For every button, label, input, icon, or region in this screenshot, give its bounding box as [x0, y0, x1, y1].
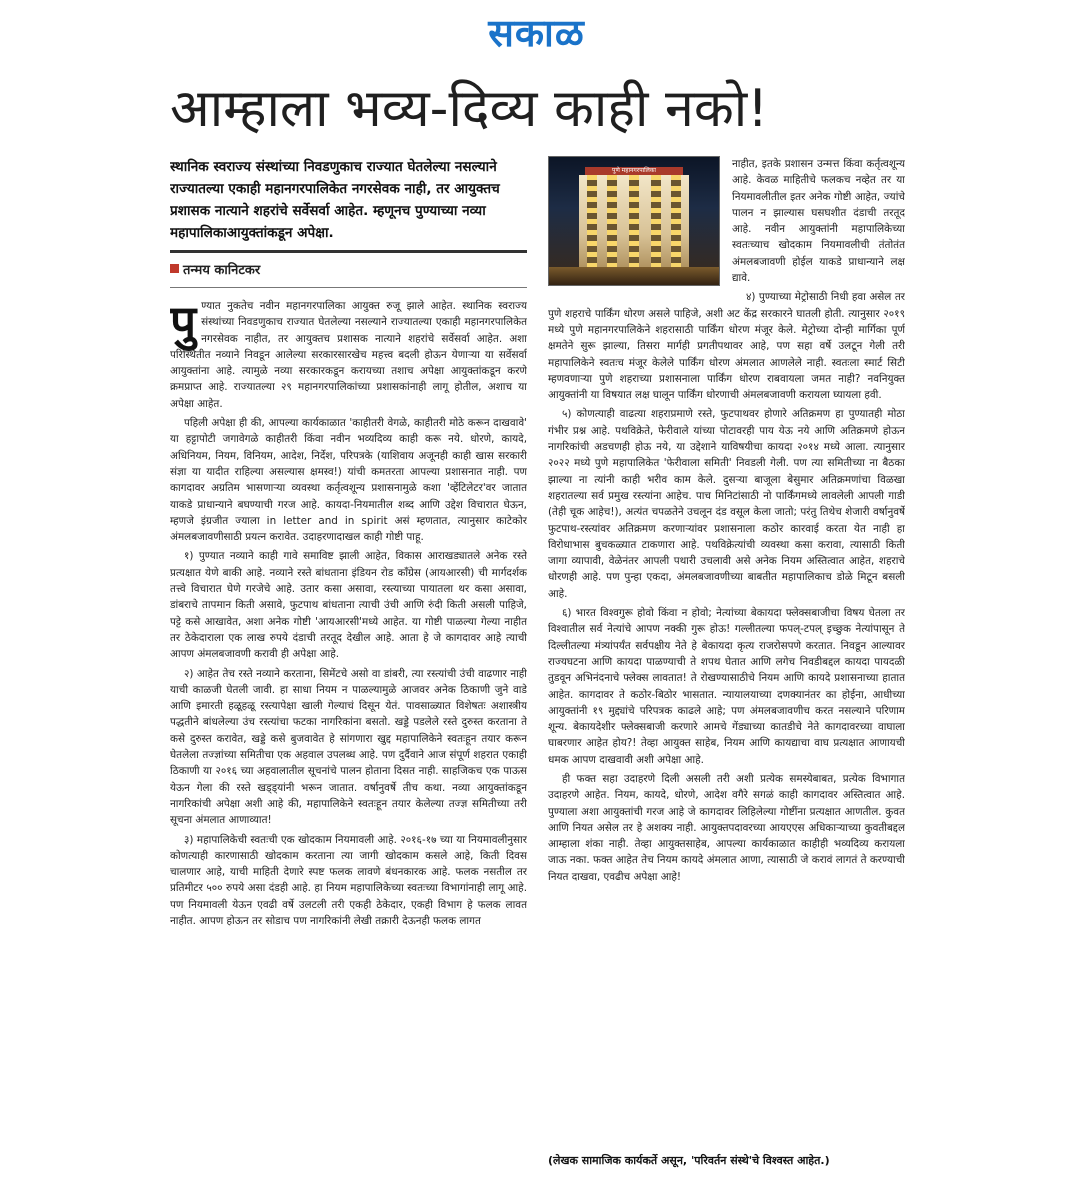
building-facade — [579, 175, 689, 275]
headline: आम्हाला भव्य-दिव्य काही नको! — [170, 79, 769, 139]
photo-ground — [549, 267, 719, 285]
byline — [170, 261, 527, 281]
paragraph: ३) महापालिकेची स्वतःची एक खोदकाम नियमावली आहे. २०१६-१७ च्या या नियमावलीनुसार कोणत्याही कारणासाठी खोदकाम करताना त्या जागी खोदकाम कसले आहे, किती दिवस चालणार आहे, याची माहिती देणारे स्पष्ट फलक लावणे बंधनकारक आहे. फलक नसतील तर प्रतिमीटर ५०० रुपये असा दंडही आहे. हा नियम महापालिकेच्या स्वतःच्या विभागांनाही लागू आहे. पण नियमावली येऊन एवढी वर्षे उलटली तरी एकही ठेकेदार, एकही विभाग हे फलक लावत नाहीत. आपण होऊन तर सोडाच पण नागरिकांनी लेखी तक्रारी देऊनही फलक लागत — [170, 833, 527, 927]
masthead-logo: सकाळ — [488, 11, 585, 55]
author-note: (लेखक सामाजिक कार्यकर्ते असून, 'परिवर्तन संस्थे'चे विश्वस्त आहेत.) — [548, 1154, 830, 1167]
drop-cap: पु — [170, 295, 197, 349]
left-column — [170, 156, 527, 1156]
square-bullet-icon — [170, 264, 179, 273]
article-body — [170, 156, 905, 1156]
paragraph: पहिली अपेक्षा ही की, आपल्या कार्यकाळात 'काहीतरी वेगळे, काहीतरी मोठे करून दाखवावे' या हट्टापोटी जगावेगळे काहीतरी किंवा नवीन भव्यदिव्य काही करू नये. धोरणे, कायदे, अधिनियम, नियम, विनियम, आदेश, निर्देश, परिपत्रके (याशिवाय अजूनही काही खास सरकारी संज्ञा या यादीत राहिल्या असल्यास क्षमस्व!) यांची कमतरता आपल्या प्रशासनात नाही. पण कागदावर अग्रतिम भासणाऱ्या व्यवस्था कर्तृत्वशून्य प्रशासनामुळे कशा 'व्हेंटिलेटर'वर जातात याकडे प्राधान्याने बघण्याची गरज आहे. कायदा-नियमातील शब्द आणि उद्देश विचारात घेऊन, म्हणजे इंग्रजीत ज्याला in letter and in spirit असं म्हणतात, त्यानुसार काटेकोर अंमलबजावणीसाठी प्रयत्न करावेत. उदाहरणादाखल काही गोष्टी पाहू. — [170, 417, 527, 544]
paragraph: पुण्यात नुकतेच नवीन महानगरपालिका आयुक्त रुजू झाले आहेत. स्थानिक स्वराज्य संस्थांच्या निवडणुकाच राज्यात घेतलेल्या नसल्याने राज्यातल्या एकाही महानगरपालिकेत नगरसेवक नाहीत, तर आयुक्तच प्रशासक नात्याने शहरांचे सर्वेसर्वा आहेत. अशा परिस्थितीत नव्याने निवडून आलेल्या सरकारसारखेच महत्त्व बदली होऊन येणाऱ्या या सर्वेसर्वा आयुक्तांना आहे. त्यामुळे नव्या सरकारकडून करायच्या तशाच अपेक्षा आयुक्तांकडून करणे क्रमप्राप्त आहे. राज्यातल्या २९ महानगरपालिकांच्या प्रशासकांनाही लागू होतील, अशाच या अपेक्षा आहेत. — [170, 295, 527, 410]
paragraph: ६) भारत विश्वगुरू होवो किंवा न होवो; नेत्यांच्या बेकायदा फ्लेक्सबाजीचा विषय घेतला तर विश्वातील सर्व नेत्यांचे आपण नक्की गुरू होऊ! गल्लीतल्या फपल्-टपल्‌ इच्छुक नेत्यांपासून ते दिल्लीतल्या मंत्र्यांपर्यंत सर्वपक्षीय नेते हे बेकायदा कृत्य राजरोसपणे करतात. निवडून आल्यावर राज्यघटना आणि कायदा पाळण्याची ते शपथ घेतात आणि लगेच निवडीबद्दल कायदा पायदळी तुडवून अभिनंदनाचे फ्लेक्स लावतात! ते रोखण्यासाठीचे नियम आणि कायदे प्रशासनाच्या हातात आहेत. कागदावर ते कठोर-बिठोर भासतात. न्यायालयाच्या दणक्यानंतर का होईना, आधीच्या आयुक्तांनी १९ मुद्द्यांचे परिपत्रक काढले आहे; पण अंमलबजावणीच करत नसल्याने परिणाम शून्य. बेकायदेशीर फ्लेक्सबाजी करणारे आमचे गेंड्याच्या कातडीचे नेते कागदावरच्या वाघाला घाबरणार आहेत होय?! तेव्हा आयुक्त साहेब, नियम आणि कायद्याचा वाघ प्रत्यक्षात आणायची धमक आपण दाखवावी अशी अपेक्षा आहे. — [548, 607, 905, 766]
paragraph: नाहीत, इतके प्रशासन उन्मत्त किंवा कर्तृत्वशून्य आहे. केवळ माहितीचे फलकच नव्हेत तर या नियमावलीतील इतर अनेक गोष्टी आहेत, ज्यांचे पालन न झाल्यास घसघशीत दंडाची तरतूद आहे. नवीन आयुक्तांनी महापालिकेच्या स्वतःच्याच खोदकाम नियमावलीची तंतोतंत अंमलबजावणी होईल याकडे प्राधान्याने लक्ष द्यावे. — [732, 158, 905, 285]
paragraph: १) पुण्यात नव्याने काही गावे समाविष्ट झाली आहेत, विकास आराखड्यातले अनेक रस्ते प्रत्यक्षात येणे बाकी आहे. नव्याने रस्ते बांधताना इंडियन रोड काँग्रेस (आयआरसी) ची मार्गदर्शक तत्त्वे विचारात घेणे गरजेचे आहे. उतार कसा असावा, रस्त्याच्या पायातला थर कसा असावा, डांबराचे तापमान किती असावे, फुटपाथ बांधताना त्याची उंची आणि रुंदी किती असली पाहिजे, पट्टे कसे आखावेत, अशा अनेक गोष्टी 'आयआरसी'मध्ये आहेत. या गोष्टी पाळल्या गेल्या नाहीत तर ठेकेदाराला एक लाख रुपये दंडाची तरतूद देखील आहे. आता हे जे कागदावर आहे त्याची आपण अंमलबजावणी करावी ही अपेक्षा आहे. — [170, 550, 527, 661]
deck-summary: स्थानिक स्वराज्य संस्थांच्या निवडणुकाच राज्यात घेतलेल्या नसल्याने राज्यातल्या एकाही महानगरपालिकेत नगरसेवक नाही, तर आयुक्तच प्रशासक नात्याने शहरांचे सर्वेसर्वा आहेत. म्हणूनच पुण्याच्या नव्या महापालिकाआयुक्तांकडून अपेक्षा. — [170, 156, 527, 253]
right-column — [548, 156, 905, 1156]
municipal-building-photo — [548, 156, 720, 286]
paragraph: ४) पुण्याच्या मेट्रोसाठी निधी हवा असेल तर पुणे शहराचे पार्किंग धोरण असले पाहिजे, अशी अट केंद्र सरकारने घातली होती. त्यानुसार २०१९ मध्ये पुणे महानगरपालिकेने शहरासाठी पार्किंग धोरण मंजूर केले. मेट्रोच्या दोन्ही मार्गिका पूर्ण क्षमतेने सुरू झाल्या, तिसरा मार्गही प्रगतीपथावर आहे, पण सहा वर्षे उलटून गेली तरी महापालिकेने स्वतःच मंजूर केलेले पार्किंग धोरण अंमलात आणलेले नाही. स्वतःला स्मार्ट सिटी म्हणवणाऱ्या पुणे शहराच्या प्रशासनाला पार्किंग धोरण राबवायला जमत नाही? नवनियुक्त आयुक्तांनी या विषयात लक्ष घालून पार्किंग धोरणाची अंमलबजावणी करायला घ्यायला हवी. — [548, 291, 905, 402]
paragraph: ५) कोणत्याही वाढत्या शहराप्रमाणे रस्ते, फुटपाथवर होणारे अतिक्रमण हा पुण्यातही मोठा गंभीर प्रश्न आहे. पथविक्रेते, फेरीवाले यांच्या पोटावरही पाय येऊ नये आणि अतिक्रमणे होऊन नागरिकांची अडचणही होऊ नये, या उद्देशाने याविषयीचा कायदा २०१४ मध्ये आला. त्यानुसार २०२२ मध्ये पुणे महापालिकेत 'फेरीवाला समिती' निवडली गेली. पण त्या समितीच्या ना बैठका झाल्या ना त्यांनी काही भरीव काम केले. दुसऱ्या बाजूला बेसुमार अतिक्रमणांचा विळखा शहरातल्या सर्व प्रमुख रस्त्यांना आहेच. पाच मिनिटांसाठी नो पार्किंगमध्ये लावलेली आपली गाडी (तेही चूक आहेच!), अत्यंत चपळतेने उचलून दंड वसूल केला जातो; परंतु तिथेच शेजारी वर्षानुवर्षे फुटपाथ-रस्त्यांवर अतिक्रमण करणाऱ्यांवर प्रशासनाला कठोर कारवाई करता येत नाही हा विरोधाभास बुचकळ्यात टाकणारा आहे. पथविक्रेत्यांची व्यवस्था कसा करावा, त्यासाठी किती जागा व्यापावी, वेळेनंतर आपली पथारी उचलावी असे अनेक नियम अस्तित्वात आहेत, शहराचे धोरणही आहे. पण पुन्हा एकदा, अंमलबजावणीच्या बाबतीत महापालिकाच डोळे मिटून बसली आहे. — [548, 408, 905, 600]
byline-rule — [170, 287, 527, 288]
building-sign: पुणे महानगरपालिका — [585, 167, 683, 175]
paragraph: २) आहेत तेच रस्ते नव्याने करताना, सिमेंटचे असो वा डांबरी, त्या रस्त्यांची उंची वाढणार नाही याची काळजी घेतली जावी. हा साधा नियम न पाळल्यामुळे आजवर अनेक ठिकाणी जुने वाडे आणि इमारती हळूहळू रस्त्यापेक्षा खाली गेल्याचं दिसून येतं. पावसाळ्यात विशेषतः अशास्त्रीय पद्धतीने बांधलेल्या उंच रस्त्यांचा फटका नागरिकांना बसतो. खड्डे पडलेले रस्ते दुरुस्त करताना ते कसे दुरुस्त करावेत, खड्डे कसे बुजवावेत हे सांगणारा खुद्द महापालिकेने स्वतःहून तयार करून घेतलेला तज्ज्ञांच्या समितीचा एक अहवाल उपलब्ध आहे. पण दुर्दैवाने आज संपूर्ण शहरात एकाही ठिकाणी या २०१६ च्या अहवालातील सूचनांचे पालन होताना दिसत नाही. साहजिकच एक पाऊस येऊन गेला की रस्ते खड्ड्यांनी भरून जातात. वर्षानुवर्षे तीच कथा. नव्या आयुक्तांकडून नागरिकांची अपेक्षा अशी आहे की, महापालिकेने स्वतःहून तयार केलेल्या तज्ज्ञ समितीच्या तरी सूचना अंमलात आणाव्यात! — [170, 667, 527, 827]
paragraph: ही फक्त सहा उदाहरणे दिली असली तरी अशी प्रत्येक समस्येबाबत, प्रत्येक विभागात उदाहरणे आहेत. नियम, कायदे, धोरणे, आदेश वगैरे सगळं काही कागदावर अस्तित्वात आहे. पुण्याला अशा आयुक्तांची गरज आहे जे कागदावर लिहिलेल्या गोष्टींना प्रत्यक्षात आणतील. कुवत आणि नियत असेल तर हे अशक्य नाही. आयुक्तपदावरच्या आयएएस अधिकाऱ्याच्या कुवतीबद्दल आम्हाला शंका नाही. तेव्हा आयुक्तसाहेब, आपल्या कार्यकाळात काहीही भव्यदिव्य करायला जाऊ नका. फक्त आहेत तेच नियम कायदे अंमलात आणा, त्यासाठी जे करावं लागतं ते करण्याची नियत दाखवा, एवढीच अपेक्षा आहे! — [548, 772, 905, 883]
author-name: तन्मय कानिटकर — [183, 263, 261, 278]
